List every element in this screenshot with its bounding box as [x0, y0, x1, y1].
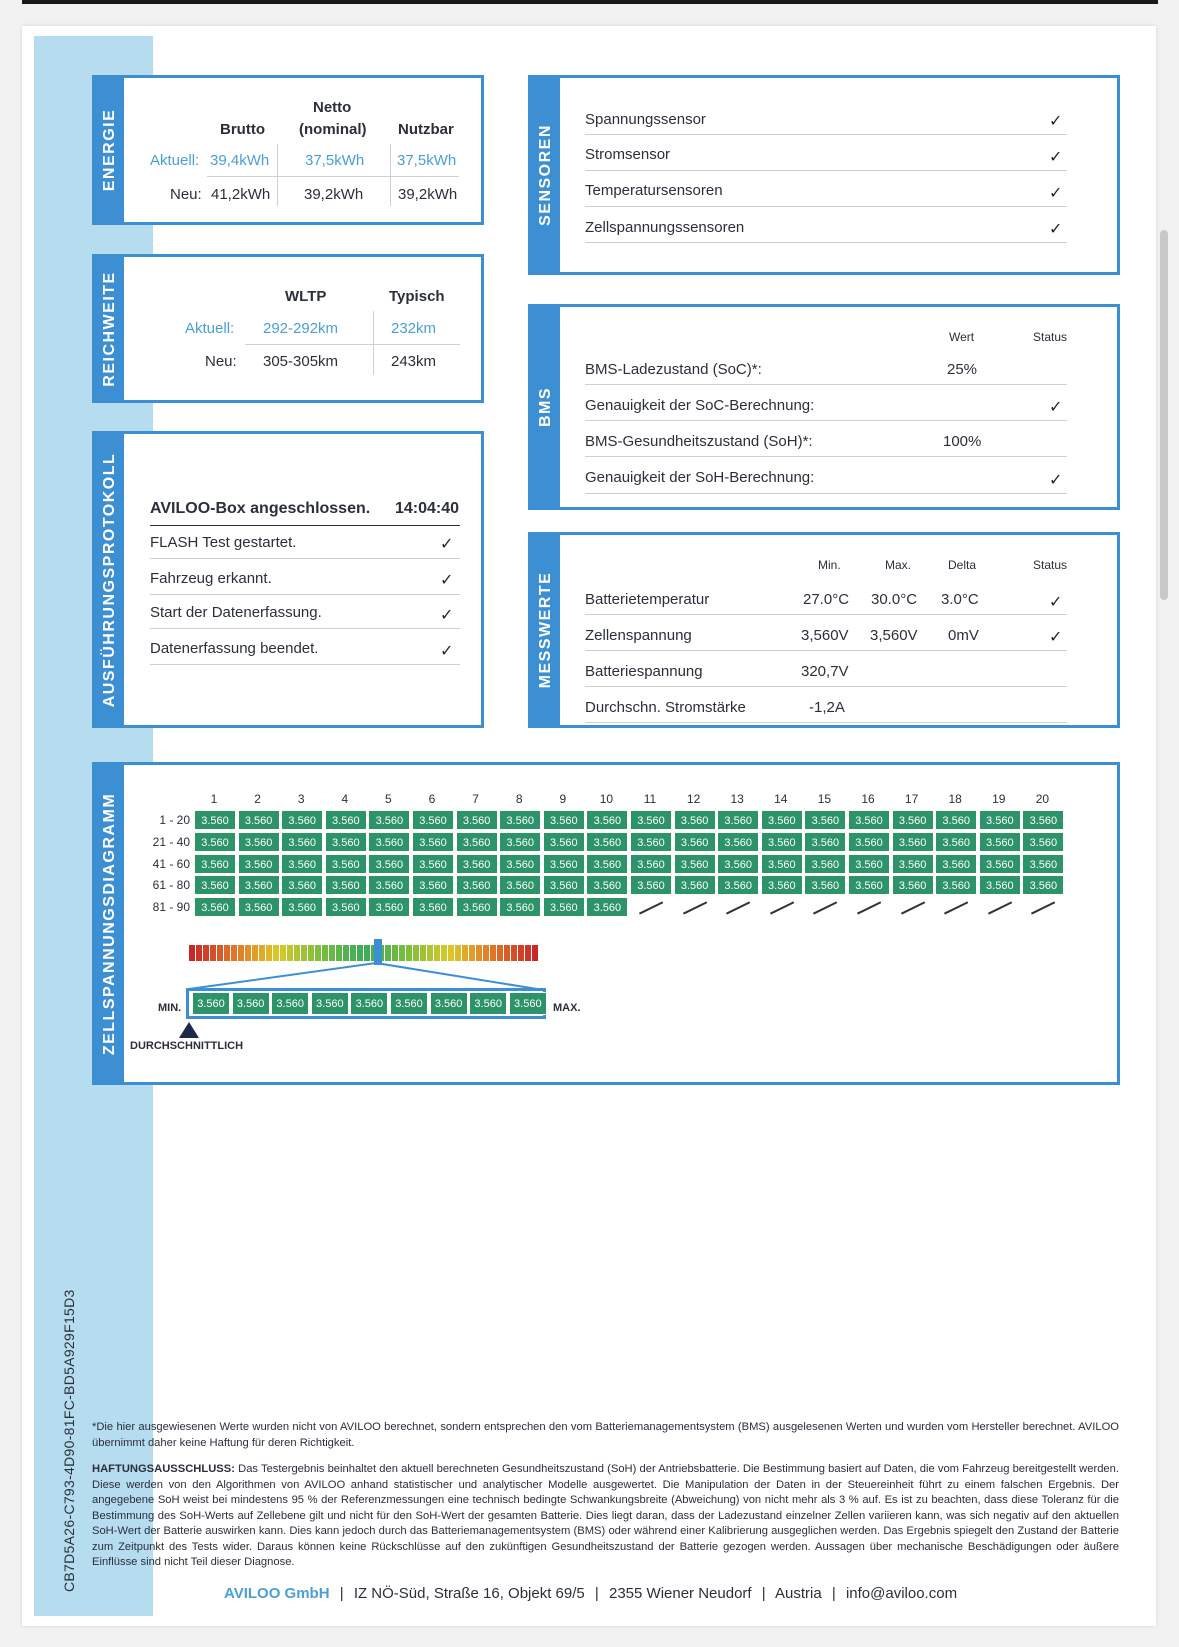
- header-brutto: Brutto: [220, 121, 265, 138]
- divider: [585, 493, 1067, 494]
- cell-voltage: 3.560: [674, 854, 716, 874]
- cell-voltage: 3.560: [281, 854, 323, 874]
- cell-voltage: 3.560: [717, 854, 759, 874]
- cell-voltage: 3.560: [194, 897, 236, 917]
- check-icon: ✓: [1049, 113, 1063, 130]
- messwerte-tab: MESSWERTE: [531, 535, 560, 725]
- grid-column-number: 4: [341, 792, 349, 806]
- col-status: Status: [1033, 558, 1068, 572]
- cell-voltage: 3.560: [761, 875, 803, 895]
- aktuell-nutzbar: 37,5kWh: [397, 152, 457, 169]
- protokoll-panel: [92, 431, 484, 728]
- check-icon: ✓: [440, 572, 454, 589]
- cell-voltage: 3.560: [412, 854, 454, 874]
- divider: [585, 686, 1067, 687]
- zoom-cell-voltage: 3.560: [232, 992, 270, 1015]
- cell-voltage: 3.560: [717, 875, 759, 895]
- empty-cell-dash: [988, 902, 1012, 915]
- cell-voltage: 3.560: [499, 854, 541, 874]
- cell-voltage: 3.560: [804, 875, 846, 895]
- cell-voltage: 3.560: [456, 832, 498, 852]
- footer-email[interactable]: info@aviloo.com: [845, 1585, 958, 1602]
- sensoren-panel: [528, 75, 1120, 275]
- protokoll-item: Start der Datenerfassung.: [150, 604, 322, 621]
- cell-voltage: 3.560: [630, 810, 672, 830]
- check-icon: ✓: [1049, 629, 1063, 646]
- col-status: Status: [1033, 330, 1068, 344]
- footer: [224, 1585, 957, 1602]
- zoom-cell-voltage: 3.560: [390, 992, 428, 1015]
- grid-column-number: 15: [817, 792, 832, 806]
- header-typisch: Typisch: [389, 288, 445, 305]
- bms-tab: BMS: [531, 307, 560, 507]
- cell-voltage: 3.560: [281, 875, 323, 895]
- protokoll-item: FLASH Test gestartet.: [150, 534, 297, 551]
- row-neu-label: Neu:: [170, 186, 202, 203]
- empty-cell-dash: [1031, 902, 1055, 915]
- cell-voltage: 3.560: [979, 810, 1021, 830]
- aktuell-typisch: 232km: [391, 320, 437, 337]
- grid-column-number: 8: [515, 792, 523, 806]
- zoom-cell-voltage: 3.560: [311, 992, 349, 1015]
- disclaimer-label: HAFTUNGSAUSSCHLUSS:: [92, 1463, 235, 1475]
- divider: [245, 344, 460, 345]
- cell-voltage: 3.560: [717, 832, 759, 852]
- footer-company: AVILOO GmbH: [224, 1585, 330, 1602]
- messwert-label: Batteriespannung: [585, 663, 703, 680]
- sensor-item: Temperatursensoren: [585, 182, 723, 199]
- cell-voltage: 3.560: [761, 810, 803, 830]
- footer-country: Austria: [775, 1585, 822, 1602]
- cell-voltage: 3.560: [717, 810, 759, 830]
- energie-panel: [92, 75, 484, 225]
- sensor-item: Spannungssensor: [585, 111, 706, 128]
- cell-voltage: 3.560: [194, 875, 236, 895]
- cell-voltage: 3.560: [368, 854, 410, 874]
- empty-cell-dash: [726, 902, 750, 915]
- col-wert: Wert: [949, 330, 975, 344]
- cell-voltage: 3.560: [456, 810, 498, 830]
- cell-voltage: 3.560: [368, 875, 410, 895]
- cell-voltage: 3.560: [674, 832, 716, 852]
- cell-voltage: 3.560: [848, 854, 890, 874]
- grid-column-number: 11: [643, 792, 657, 806]
- messwert-label: Durchschn. Stromstärke: [585, 699, 746, 716]
- header-netto-line1: Netto: [313, 99, 352, 116]
- disclaimer: [92, 1462, 1119, 1571]
- protokoll-tab: AUSFÜHRUNGSPROTOKOLL: [95, 434, 124, 725]
- row-aktuell-label: Aktuell:: [185, 320, 235, 337]
- divider: [207, 176, 459, 177]
- cell-voltage: 3.560: [979, 875, 1021, 895]
- grid-column-number: 5: [385, 792, 392, 806]
- zellspannung-panel: [92, 762, 1120, 1085]
- cell-voltage: 3.560: [238, 832, 280, 852]
- col-min: Min.: [818, 558, 841, 572]
- cell-voltage: 3.560: [1022, 832, 1064, 852]
- energie-tab: ENERGIE: [95, 78, 124, 222]
- zoom-cell-voltage: 3.560: [271, 992, 309, 1015]
- cell-voltage: 3.560: [804, 854, 846, 874]
- cell-voltage: 3.560: [499, 832, 541, 852]
- grid-column-number: 20: [1035, 792, 1050, 806]
- empty-cell-dash: [683, 902, 707, 915]
- grid-column-number: 16: [861, 792, 875, 806]
- cell-voltage: 3.560: [674, 875, 716, 895]
- reichweite-panel: [92, 254, 484, 403]
- check-icon: ✓: [1049, 399, 1063, 416]
- cell-voltage: 3.560: [368, 897, 410, 917]
- sensoren-tab: SENSOREN: [531, 78, 560, 272]
- aktuell-wltp: 292-292km: [263, 320, 339, 337]
- cell-voltage: 3.560: [804, 832, 846, 852]
- cell-voltage: 3.560: [1022, 854, 1064, 874]
- check-icon: ✓: [1049, 594, 1063, 611]
- disclaimer-text: Das Testergebnis beinhaltet den aktuell berechneten Gesundheitszustand (SoH) der Antriebsbatterie. Die Bestimmung basiert auf Daten, die vom Fahrzeug bereitgestellt werden. Diese werden von den Algorithmen von AVILOO anhand statistischer und analytischer Modelle ausgewertet. Die Manipulation der Daten in der Steuereinheit führt zu einem falschen Ergebnis. Der angegebene SoH weist bei mindestens 95 % der Referenzmessungen eine technisch bedingte Schwankungsbreite (Abweichung) von nicht mehr als 3 % auf. Es ist zu beachten, dass diese Toleranz für die Bestimmung des SoH-Werts auf Zellebene gilt und nicht für den SoH-Wert der gesamten Batterie. Dies liegt daran, dass der Ladezustand einzelner Zellen variieren kann, was sich negativ auf den aktuellen SoH-Wert der Batterie auswirken kann. Dies kann jedoch durch das Batteriemanagementsystem (BMS) oder während einer Kalibrierung ausgeglichen werden. Das Ergebnis spiegelt den Zustand der Batterie zum Zeitpunkt des Tests wider. Daraus können keine Rückschlüsse auf den zukünftigen Gesundheitszustand der Batterie gezogen werden. Aussagen über mechanische Beschädigungen oder äußere Einflüsse sind nicht Teil dieser Diagnose.: [92, 1463, 1119, 1568]
- cell-voltage: 3.560: [892, 854, 934, 874]
- cell-voltage: 3.560: [848, 875, 890, 895]
- footer-sep: |: [339, 1585, 344, 1602]
- bms-row-wert: 25%: [947, 361, 978, 378]
- messwert-min: -1,2A: [809, 699, 845, 716]
- cell-voltage: 3.560: [238, 897, 280, 917]
- cell-voltage: 3.560: [848, 832, 890, 852]
- cell-voltage: 3.560: [412, 832, 454, 852]
- zoom-cell-voltage: 3.560: [509, 992, 547, 1015]
- cell-voltage: 3.560: [325, 810, 367, 830]
- report-page: [22, 26, 1156, 1626]
- cell-voltage: 3.560: [456, 897, 498, 917]
- aktuell-brutto: 39,4kWh: [210, 152, 270, 169]
- messwert-max: 3,560V: [870, 627, 918, 644]
- col-max: Max.: [885, 558, 912, 572]
- divider: [150, 628, 460, 629]
- cell-voltage: 3.560: [325, 854, 367, 874]
- divider: [585, 650, 1067, 651]
- protokoll-item: Fahrzeug erkannt.: [150, 570, 272, 587]
- messwert-max: 30.0°C: [871, 591, 918, 608]
- cell-voltage: 3.560: [1022, 875, 1064, 895]
- cell-voltage: 3.560: [499, 875, 541, 895]
- empty-cell-dash: [901, 902, 925, 915]
- neu-typisch: 243km: [391, 353, 437, 370]
- zoom-cell-voltage: 3.560: [350, 992, 388, 1015]
- bms-row-label: Genauigkeit der SoH-Berechnung:: [585, 469, 815, 486]
- min-label: MIN.: [158, 1002, 182, 1014]
- divider: [585, 456, 1067, 457]
- row-neu-label: Neu:: [205, 353, 237, 370]
- footnote-star: *Die hier ausgewiesenen Werte wurden nicht von AVILOO berechnet, sondern entsprechen den vom Batteriemanagementsystem (BMS) ausgelesenen Werten und wurden vom Hersteller berechnet. AVILOO übernimmt daher keine Haftung für deren Richtigkeit.: [92, 1421, 1119, 1449]
- cell-voltage: 3.560: [892, 875, 934, 895]
- cell-voltage: 3.560: [848, 810, 890, 830]
- messwert-min: 3,560V: [801, 627, 849, 644]
- grid-column-number: 3: [297, 792, 305, 806]
- grid-column-number: 12: [686, 792, 701, 806]
- divider: [585, 134, 1067, 135]
- cell-voltage: 3.560: [804, 810, 846, 830]
- cell-voltage: 3.560: [543, 854, 585, 874]
- cell-voltage: 3.560: [586, 897, 628, 917]
- grid-column-number: 17: [904, 792, 919, 806]
- footer-sep: |: [594, 1585, 599, 1602]
- footer-city: 2355 Wiener Neudorf: [609, 1585, 752, 1602]
- protokoll-item: Datenerfassung beendet.: [150, 640, 319, 657]
- cell-voltage: 3.560: [456, 875, 498, 895]
- cell-voltage: 3.560: [238, 810, 280, 830]
- divider: [150, 525, 460, 526]
- divider: [373, 311, 374, 375]
- top-bar: [22, 0, 1158, 4]
- neu-brutto: 41,2kWh: [211, 186, 271, 203]
- bms-row-wert: 100%: [943, 433, 982, 450]
- cell-voltage: 3.560: [325, 832, 367, 852]
- grid-column-number: 19: [992, 792, 1006, 806]
- grid-row-label: 41 - 60: [152, 856, 190, 871]
- cell-voltage: 3.560: [586, 832, 628, 852]
- cell-voltage: 3.560: [979, 832, 1021, 852]
- cell-voltage: 3.560: [892, 832, 934, 852]
- row-aktuell-label: Aktuell:: [150, 152, 200, 169]
- check-icon: ✓: [1049, 185, 1063, 202]
- col-delta: Delta: [948, 558, 977, 572]
- grid-row-label: 81 - 90: [152, 900, 190, 915]
- document-id: CB7D5A26-C793-4D90-81FC-BD5A929F15D3: [61, 1289, 77, 1592]
- footer-sep: |: [831, 1585, 836, 1602]
- messwert-label: Batterietemperatur: [585, 591, 710, 608]
- grid-column-number: 7: [472, 792, 479, 806]
- neu-netto: 39,2kWh: [304, 186, 364, 203]
- cell-voltage: 3.560: [238, 875, 280, 895]
- empty-cell-dash: [944, 902, 968, 915]
- divider: [585, 420, 1067, 421]
- empty-cell-dash: [639, 902, 663, 915]
- zoom-cell-voltage: 3.560: [430, 992, 468, 1015]
- cell-voltage: 3.560: [586, 854, 628, 874]
- check-icon: ✓: [1049, 472, 1063, 489]
- empty-cell-dash: [813, 902, 837, 915]
- bms-row-label: BMS-Ladezustand (SoC)*:: [585, 361, 762, 378]
- footer-sep: |: [761, 1585, 766, 1602]
- cell-voltage: 3.560: [586, 810, 628, 830]
- reichweite-tab: REICHWEITE: [95, 257, 124, 400]
- cell-voltage: 3.560: [281, 810, 323, 830]
- divider: [585, 614, 1067, 615]
- zoom-cell-voltage: 3.560: [469, 992, 507, 1015]
- cell-voltage: 3.560: [630, 875, 672, 895]
- cell-voltage: 3.560: [194, 810, 236, 830]
- grid-row-label: 1 - 20: [159, 813, 190, 827]
- check-icon: ✓: [440, 607, 454, 624]
- cell-voltage: 3.560: [935, 875, 977, 895]
- header-netto-line2: (nominal): [299, 121, 367, 138]
- average-label: DURCHSCHNITTLICH: [130, 1040, 244, 1052]
- bms-panel: [528, 304, 1120, 510]
- cell-voltage: 3.560: [935, 832, 977, 852]
- grid-column-number: 14: [774, 792, 788, 806]
- cell-voltage: 3.560: [325, 875, 367, 895]
- cell-voltage: 3.560: [194, 854, 236, 874]
- neu-nutzbar: 39,2kWh: [398, 186, 458, 203]
- cell-voltage: 3.560: [325, 897, 367, 917]
- empty-cell-dash: [857, 902, 881, 915]
- cell-voltage: 3.560: [630, 854, 672, 874]
- check-icon: ✓: [440, 536, 454, 553]
- scrollbar-thumb[interactable]: [1160, 230, 1168, 600]
- cell-voltage: 3.560: [761, 854, 803, 874]
- grid-row-label: 61 - 80: [152, 878, 190, 893]
- sensor-item: Stromsensor: [585, 146, 671, 163]
- cell-voltage: 3.560: [368, 810, 410, 830]
- cell-voltage: 3.560: [674, 810, 716, 830]
- cell-voltage-grid: [95, 765, 1117, 1082]
- average-marker-icon: [179, 1022, 199, 1038]
- cell-voltage: 3.560: [412, 875, 454, 895]
- cell-voltage: 3.560: [499, 810, 541, 830]
- bms-row-label: Genauigkeit der SoC-Berechnung:: [585, 397, 815, 414]
- footer-address: IZ NÖ-Süd, Straße 16, Objekt 69/5: [353, 1585, 585, 1602]
- divider: [585, 722, 1067, 723]
- header-nutzbar: Nutzbar: [398, 121, 454, 138]
- check-icon: ✓: [1049, 149, 1063, 166]
- divider: [277, 144, 278, 206]
- aktuell-netto: 37,5kWh: [305, 152, 365, 169]
- messwert-label: Zellenspannung: [585, 627, 692, 644]
- grid-column-number: 10: [599, 792, 614, 806]
- divider: [150, 594, 460, 595]
- grid-column-number: 2: [254, 792, 261, 806]
- protokoll-header: AVILOO-Box angeschlossen.: [150, 500, 371, 517]
- cell-voltage: 3.560: [543, 897, 585, 917]
- grid-column-number: 18: [948, 792, 962, 806]
- divider: [585, 170, 1067, 171]
- cell-voltage: 3.560: [935, 810, 977, 830]
- sensor-item: Zellspannungssensoren: [585, 219, 745, 236]
- cell-voltage: 3.560: [761, 832, 803, 852]
- cell-voltage: 3.560: [935, 854, 977, 874]
- grid-column-number: 13: [730, 792, 744, 806]
- divider: [150, 664, 460, 665]
- cell-voltage: 3.560: [412, 810, 454, 830]
- divider: [585, 384, 1067, 385]
- cell-voltage: 3.560: [412, 897, 454, 917]
- cell-voltage: 3.560: [586, 875, 628, 895]
- protokoll-time: 14:04:40: [395, 500, 460, 517]
- cell-voltage: 3.560: [194, 832, 236, 852]
- cell-voltage: 3.560: [456, 854, 498, 874]
- cell-voltage: 3.560: [238, 854, 280, 874]
- cell-voltage: 3.560: [281, 897, 323, 917]
- grid-column-number: 9: [559, 792, 567, 806]
- messwert-min: 27.0°C: [803, 591, 850, 608]
- cell-voltage: 3.560: [543, 875, 585, 895]
- messwert-delta: 0mV: [948, 627, 979, 644]
- empty-cell-dash: [770, 902, 794, 915]
- divider: [390, 144, 391, 206]
- bms-row-label: BMS-Gesundheitszustand (SoH)*:: [585, 433, 813, 450]
- neu-wltp: 305-305km: [263, 353, 339, 370]
- cell-voltage: 3.560: [368, 832, 410, 852]
- messwert-delta: 3.0°C: [941, 591, 979, 608]
- grid-column-number: 6: [428, 792, 436, 806]
- cell-voltage: 3.560: [630, 832, 672, 852]
- divider: [585, 206, 1067, 207]
- header-wltp: WLTP: [285, 288, 327, 305]
- cell-voltage: 3.560: [499, 897, 541, 917]
- divider: [585, 242, 1067, 243]
- cell-voltage: 3.560: [979, 854, 1021, 874]
- cell-voltage: 3.560: [281, 832, 323, 852]
- check-icon: ✓: [440, 643, 454, 660]
- zoom-connector: [185, 957, 555, 991]
- cell-voltage: 3.560: [543, 832, 585, 852]
- zellspannung-tab: ZELLSPANNUNGSDIAGRAMM: [95, 765, 124, 1082]
- messwert-min: 320,7V: [801, 663, 849, 680]
- cell-voltage: 3.560: [892, 810, 934, 830]
- zoom-cell-voltage: 3.560: [192, 992, 230, 1015]
- grid-row-label: 21 - 40: [152, 834, 190, 849]
- max-label: MAX.: [553, 1002, 581, 1014]
- cell-voltage: 3.560: [543, 810, 585, 830]
- cell-voltage: 3.560: [1022, 810, 1064, 830]
- messwerte-panel: [528, 532, 1120, 728]
- grid-column-number: 1: [210, 792, 218, 806]
- check-icon: ✓: [1049, 221, 1063, 238]
- divider: [150, 558, 460, 559]
